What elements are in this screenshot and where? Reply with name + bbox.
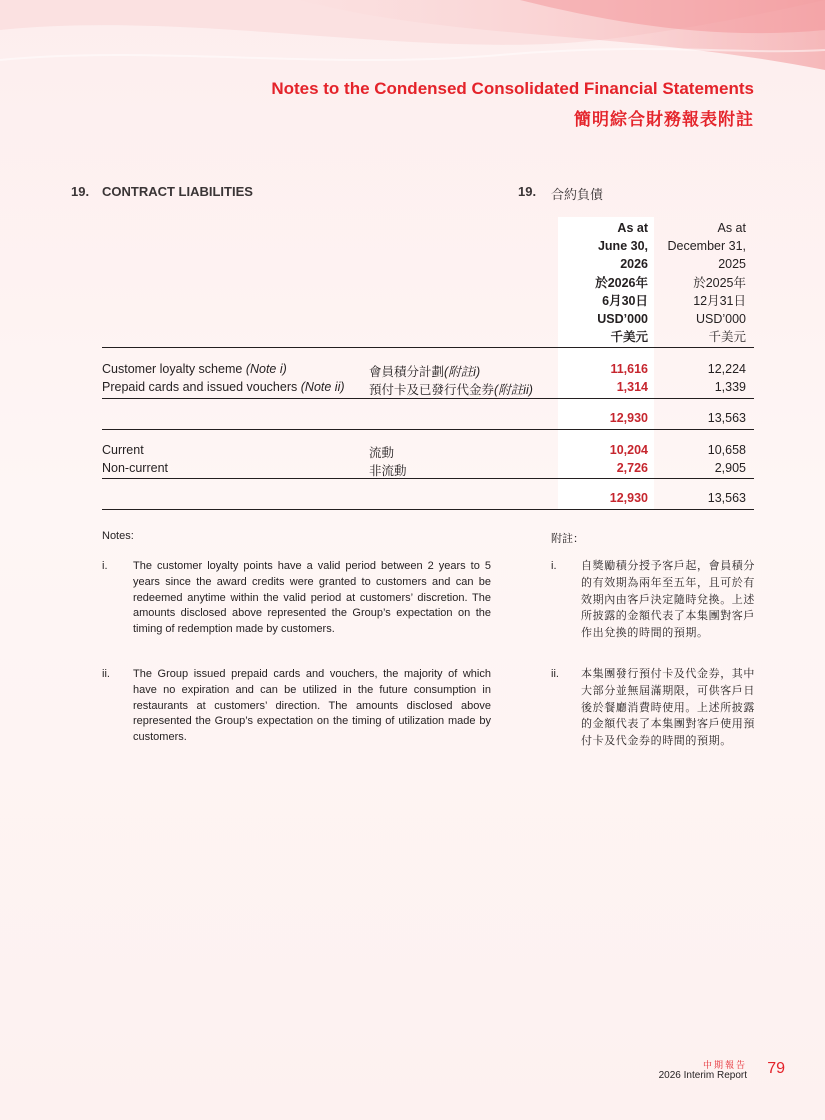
total-rule	[102, 509, 754, 510]
page-number: 79	[767, 1060, 785, 1077]
row-label: Current	[102, 443, 144, 457]
row-label: Non-current	[102, 461, 168, 475]
value-prior: 10,658	[707, 443, 746, 457]
row-label-zh: 非流動	[369, 464, 407, 478]
note-text-zh: 自獎勵積分授予客戶起，會員積分的有效期為兩年至五年，且可於有效期內由客戶決定隨時兌換。上述所披露的金額代表了本集團對客戶作出兌換的時間的預期。	[581, 560, 755, 640]
note-text: The customer loyalty points have a valid period between 2 years to 5 years since the award credits were granted to customers and can be redeemed anytime within the valid period at customers’ discretion. The amounts disclosed above represented the Group’s expectation on the timing of redemption made by customers.	[133, 560, 491, 636]
value-current: 1,314	[616, 380, 648, 394]
value-prior: 12,224	[707, 362, 746, 376]
total-rule	[102, 429, 754, 430]
value-current: 2,726	[616, 461, 648, 475]
page-header-title: Notes to the Condensed Consolidated Financial Statements	[271, 79, 754, 98]
footer-report-title-zh: 中期報告	[702, 1060, 747, 1070]
notes-heading-zh: 附註：	[551, 533, 584, 545]
row-label-zh: 流動	[369, 446, 395, 460]
table-header-rule	[102, 347, 754, 348]
section-title-zh: 合約負債	[551, 187, 604, 202]
value-prior: 1,339	[714, 380, 746, 394]
note-number: ii.	[102, 668, 110, 680]
subtotal-rule	[102, 478, 754, 479]
total-prior: 13,563	[707, 491, 746, 505]
subtotal-rule	[102, 398, 754, 399]
section-number: 19.	[71, 184, 90, 199]
value-current: 11,616	[610, 362, 648, 376]
row-label: Prepaid cards and issued vouchers (Note ii)	[102, 380, 345, 394]
note-number-zh: i.	[551, 560, 557, 572]
section-title: CONTRACT LIABILITIES	[102, 184, 253, 199]
footer-report-title: 2026 Interim Report	[658, 1070, 747, 1081]
section-number-zh: 19.	[518, 184, 537, 199]
column-header-prior: As at December 31, 2025 於2025年 12月31日 USD’000 千美元	[667, 221, 746, 345]
note-text: The Group issued prepaid cards and vouchers, the majority of which have no expiration and can be utilized in the future consumption in restaurants at customers’ direction. The amounts disclosed above represented the Group’s expectation on the timing of utilization made by customers.	[133, 668, 491, 744]
notes-heading: Notes:	[102, 530, 134, 542]
note-number-zh: ii.	[551, 668, 559, 680]
value-current: 10,204	[609, 443, 648, 457]
note-text-zh: 本集團發行預付卡及代金券，其中大部分並無屆滿期限，可供客戶日後於餐廳消費時使用。上述所披露的金額代表了本集團對客戶使用預付卡及代金券的時間的預期。	[581, 668, 755, 748]
total-current: 12,930	[609, 411, 648, 425]
page-header-subtitle: 簡明綜合財務報表附註	[574, 110, 754, 129]
total-prior: 13,563	[707, 411, 746, 425]
total-current: 12,930	[609, 491, 648, 505]
row-label-zh: 會員積分計劃(附註i)	[369, 365, 481, 379]
note-number: i.	[102, 560, 108, 572]
value-prior: 2,905	[714, 461, 746, 475]
row-label-zh: 預付卡及已發行代金券(附註ii)	[369, 383, 533, 397]
row-label: Customer loyalty scheme (Note i)	[102, 362, 287, 376]
column-header-current: As at June 30, 2026 於2026年 6月30日 USD’000 千美元	[595, 221, 648, 345]
